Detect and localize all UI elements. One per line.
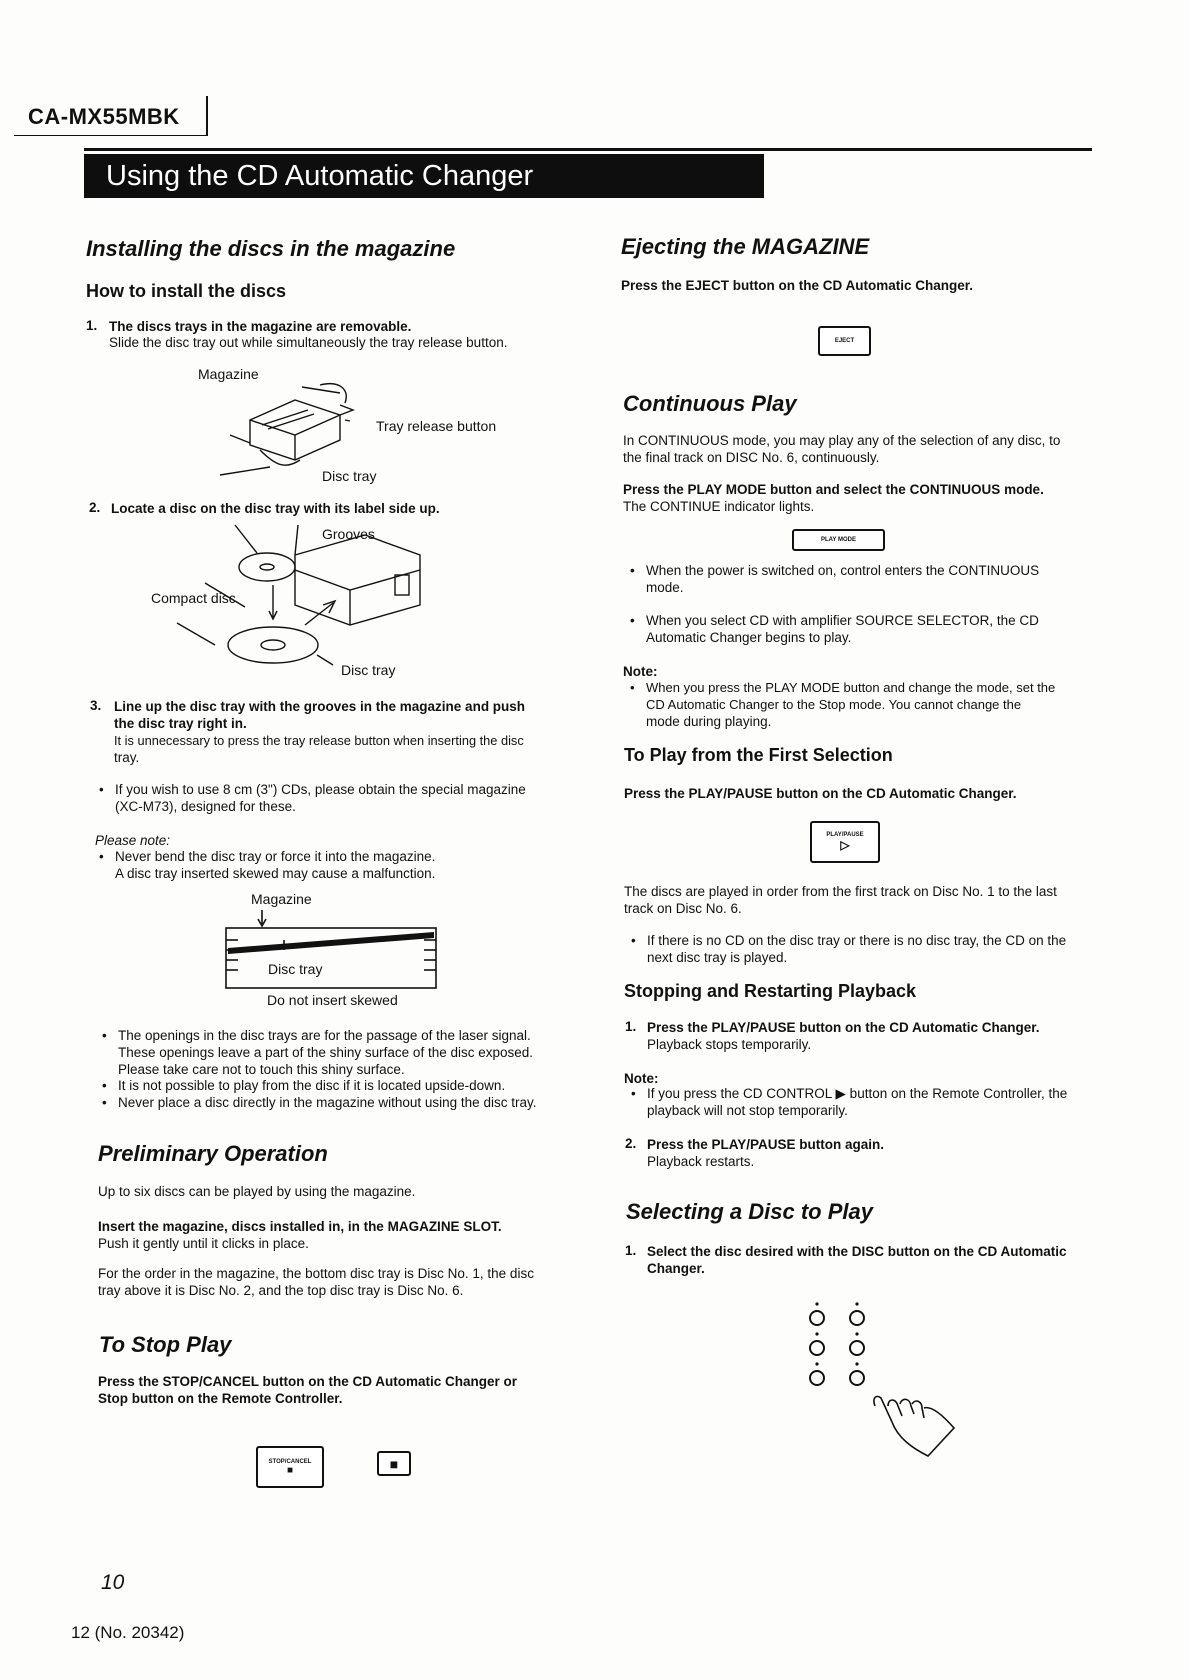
please-note-label: Please note: bbox=[95, 833, 171, 848]
stop-heading: To Stop Play bbox=[99, 1332, 232, 1357]
step1-number: 1. bbox=[86, 318, 98, 333]
stopping-s1-number: 1. bbox=[625, 1019, 637, 1034]
fig1-magazine-label: Magazine bbox=[198, 366, 259, 382]
skewed-tray-illustration bbox=[224, 910, 438, 990]
step2-title: Locate a disc on the disc tray with its label side up. bbox=[111, 501, 440, 516]
preliminary-p1: Up to six discs can be played by using the magazine. bbox=[98, 1184, 416, 1199]
figure-skewed-tray bbox=[224, 910, 438, 990]
fig1-tray-release-label: Tray release button bbox=[376, 418, 497, 434]
continuous-note-b: CD Automatic Changer to the Stop mode. You cannot change the bbox=[646, 697, 1022, 712]
step1-text: Slide the disc tray out while simultaneously the tray release button. bbox=[109, 335, 508, 350]
installing-subheading: How to install the discs bbox=[86, 281, 287, 301]
stopping-s1-text: Playback stops temporarily. bbox=[647, 1037, 812, 1052]
eject-label: EJECT bbox=[834, 338, 855, 344]
play-pause-button bbox=[810, 821, 880, 863]
preliminary-p2-bold: Insert the magazine, discs installed in, in the MAGAZINE SLOT. bbox=[98, 1219, 502, 1234]
fig3-magazine-label: Magazine bbox=[251, 891, 312, 907]
stopping-s1-bold: Press the PLAY/PAUSE button on the CD Automatic Changer. bbox=[647, 1020, 1040, 1035]
disc-buttons-illustration bbox=[800, 1298, 970, 1468]
title-rule bbox=[84, 148, 1092, 151]
first-selection-heading: To Play from the First Selection bbox=[624, 745, 893, 765]
eject-text: Press the EJECT button on the CD Automatic Changer. bbox=[621, 278, 974, 293]
continuous-p1-a: In CONTINUOUS mode, you may play any of the selection of any disc, to bbox=[623, 433, 1061, 448]
openings-bullet-c: Please take care not to touch this shiny surface. bbox=[118, 1062, 405, 1077]
eject-heading: Ejecting the MAGAZINE bbox=[621, 234, 870, 259]
stop-icon: ■ bbox=[286, 1464, 294, 1476]
stopping-heading: Stopping and Restarting Playback bbox=[624, 981, 917, 1001]
step3-text-a: It is unnecessary to press the tray release button when inserting the disc bbox=[114, 733, 524, 748]
preliminary-p3-b: tray above it is Disc No. 2, and the top disc tray is Disc No. 6. bbox=[98, 1283, 464, 1298]
stopping-note-a: • If you press the CD CONTROL ▶ button on the Remote Controller, the bbox=[647, 1085, 1067, 1102]
fig3-disc-tray-label: Disc tray bbox=[268, 961, 323, 977]
selecting-s1-number: 1. bbox=[625, 1243, 637, 1258]
continuous-note-a: • When you press the PLAY MODE button and change the mode, set the bbox=[646, 679, 1055, 696]
continuous-bullet1-b: mode. bbox=[646, 580, 684, 595]
stopping-note-b: playback will not stop temporarily. bbox=[647, 1103, 848, 1118]
header-underline bbox=[14, 135, 208, 136]
selecting-heading: Selecting a Disc to Play bbox=[626, 1199, 873, 1224]
play-pause-label: PLAY/PAUSE bbox=[826, 832, 864, 838]
first-selection-p-b: track on Disc No. 6. bbox=[624, 901, 742, 916]
selecting-s1-bold-a: Select the disc desired with the DISC button on the CD Automatic bbox=[647, 1244, 1067, 1259]
play-mode-label: PLAY MODE bbox=[820, 537, 856, 543]
stopping-note-label: Note: bbox=[624, 1071, 659, 1086]
stop-text-b: Stop button on the Remote Controller. bbox=[98, 1391, 343, 1406]
stopping-s2-text: Playback restarts. bbox=[647, 1154, 755, 1169]
first-selection-bold: Press the PLAY/PAUSE button on the CD Automatic Changer. bbox=[624, 786, 1017, 801]
model-number: CA-MX55MBK bbox=[28, 104, 180, 129]
please-note-a: • Never bend the disc tray or force it into the magazine. bbox=[115, 848, 435, 865]
continuous-bullet2-b: Automatic Changer begins to play. bbox=[646, 630, 852, 645]
stop-square-icon: ■ bbox=[389, 1455, 399, 1472]
step3-title-a: Line up the disc tray with the grooves in the magazine and push bbox=[114, 699, 526, 714]
stop-text-a: Press the STOP/CANCEL button on the CD Automatic Changer or bbox=[98, 1374, 518, 1389]
step3-number: 3. bbox=[90, 698, 102, 713]
first-selection-p-a: The discs are played in order from the first track on Disc No. 1 to the last bbox=[624, 884, 1057, 899]
preliminary-p3-a: For the order in the magazine, the bottom disc tray is Disc No. 1, the disc bbox=[98, 1266, 534, 1281]
page-number: 10 bbox=[101, 1571, 125, 1594]
preliminary-p2-text: Push it gently until it clicks in place. bbox=[98, 1236, 309, 1251]
preliminary-heading: Preliminary Operation bbox=[98, 1141, 328, 1166]
continuous-p2-bold: Press the PLAY MODE button and select the CONTINUOUS mode. bbox=[623, 482, 1044, 497]
stop-cancel-button bbox=[256, 1446, 324, 1488]
disc-buttons-figure bbox=[800, 1298, 970, 1468]
bullet-8cm-b: (XC-M73), designed for these. bbox=[115, 799, 296, 814]
first-selection-bullet-a: • If there is no CD on the disc tray or there is no disc tray, the CD on the bbox=[647, 932, 1066, 949]
selecting-s1-bold-b: Changer. bbox=[647, 1261, 705, 1276]
step1-title: The discs trays in the magazine are removable. bbox=[109, 319, 412, 334]
stopping-s2-bold: Press the PLAY/PAUSE button again. bbox=[647, 1137, 885, 1152]
continuous-bullet2-a: • When you select CD with amplifier SOURCE SELECTOR, the CD bbox=[646, 612, 1039, 629]
step3-text-b: tray. bbox=[114, 750, 140, 765]
continuous-note-label: Note: bbox=[623, 664, 658, 679]
upside-down-bullet: • It is not possible to play from the disc if it is located upside-down. bbox=[118, 1077, 505, 1094]
eject-button bbox=[818, 326, 871, 356]
continuous-p2-text: The CONTINUE indicator lights. bbox=[623, 499, 815, 514]
stop-cancel-label: STOP/CANCEL bbox=[268, 1458, 312, 1465]
continuous-note-c: mode during playing. bbox=[646, 714, 772, 729]
openings-bullet-a: • The openings in the disc trays are for the passage of the laser signal. bbox=[118, 1027, 531, 1044]
openings-bullet-b: These openings leave a part of the shiny surface of the disc exposed. bbox=[118, 1045, 534, 1060]
play-icon: ▷ bbox=[840, 838, 850, 852]
step3-title-b: the disc tray right in. bbox=[114, 716, 247, 731]
fig1-disc-tray-label: Disc tray bbox=[322, 468, 377, 484]
first-selection-bullet-b: next disc tray is played. bbox=[647, 950, 788, 965]
bullet-8cm-a: • If you wish to use 8 cm (3") CDs, please obtain the special magazine bbox=[115, 781, 526, 798]
remote-stop-button bbox=[377, 1451, 411, 1476]
pointing-hand-icon bbox=[874, 1396, 954, 1456]
continuous-heading: Continuous Play bbox=[623, 391, 797, 416]
continuous-p1-b: the final track on DISC No. 6, continuously. bbox=[623, 450, 880, 465]
doc-number: 12 (No. 20342) bbox=[71, 1623, 185, 1642]
continuous-bullet1-a: • When the power is switched on, control enters the CONTINUOUS bbox=[646, 562, 1039, 579]
fig2-compact-disc-label: Compact disc bbox=[151, 590, 236, 606]
fig2-disc-tray-label: Disc tray bbox=[341, 662, 396, 678]
fig3-caption: Do not insert skewed bbox=[267, 992, 398, 1008]
stopping-s2-number: 2. bbox=[625, 1136, 637, 1151]
play-mode-button bbox=[792, 529, 885, 551]
page-title: Using the CD Automatic Changer bbox=[84, 154, 764, 198]
never-place-bullet: • Never place a disc directly in the magazine without using the disc tray. bbox=[118, 1094, 536, 1111]
header-divider bbox=[206, 96, 208, 136]
step2-number: 2. bbox=[89, 500, 101, 515]
please-note-b: A disc tray inserted skewed may cause a malfunction. bbox=[115, 866, 436, 881]
fig2-grooves-label: Grooves bbox=[322, 526, 375, 542]
installing-heading: Installing the discs in the magazine bbox=[86, 236, 456, 261]
